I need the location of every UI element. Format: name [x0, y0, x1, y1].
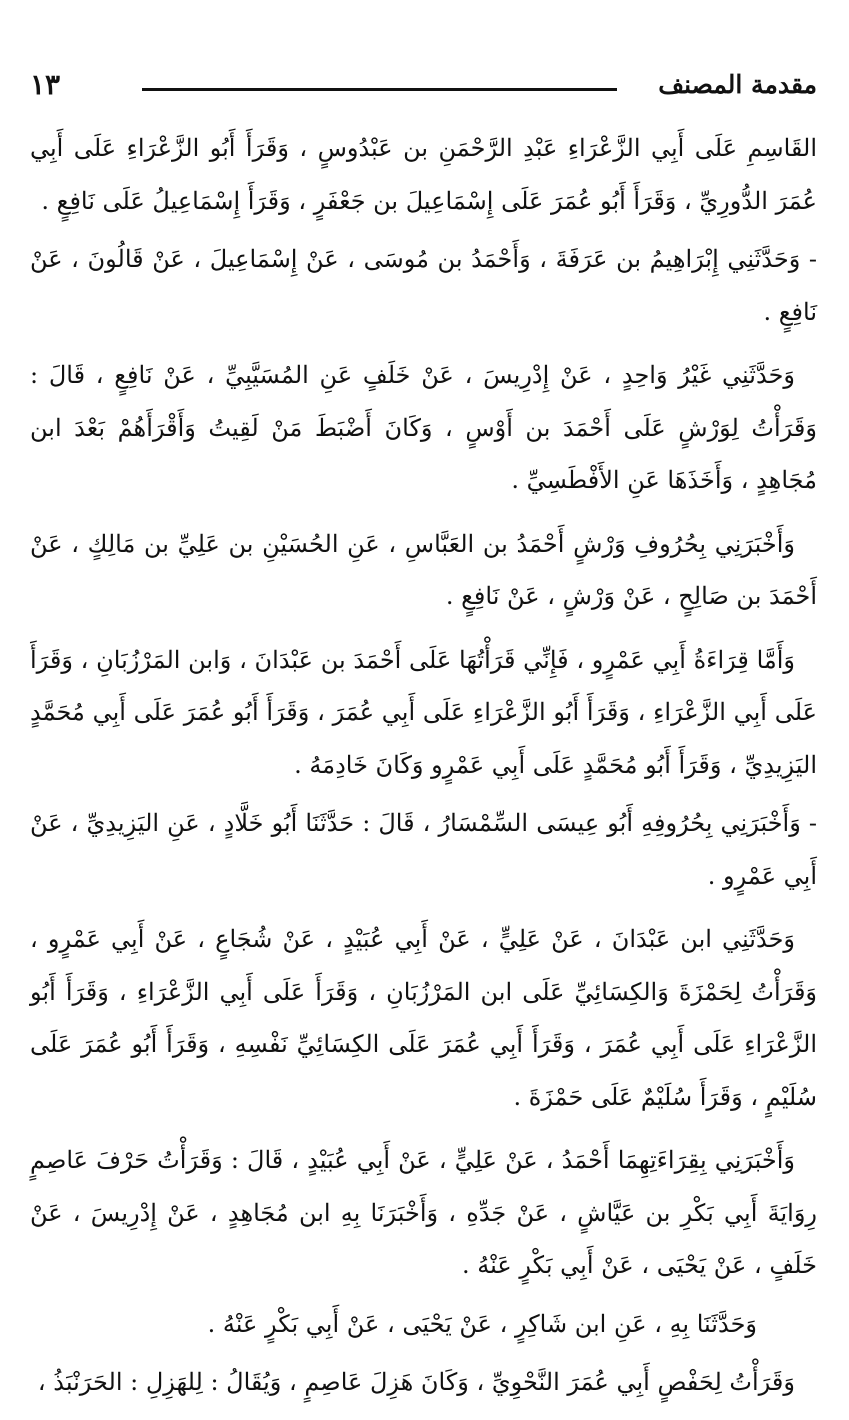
body-text: [30, 122, 817, 1420]
paragraph: وَقَرَأْتُ لِحَفْصٍ أَبِي عُمَرَ النَّحْوِيِّ ، وَكَانَ هَزِلَ عَاصِمٍ ، وَيُقَالُ : لِلهَزِلِ : الحَرَنْبَذُ ،: [37, 1368, 795, 1396]
paragraph: - وَحَدَّثَنِي إِبْرَاهِيمُ بن عَرَفَةَ ، وَأَحْمَدُ بن مُوسَى ، عَنْ إِسْمَاعِيلَ ، عَنْ قَالُونَ ، عَنْ نَافِعٍ .: [30, 245, 817, 326]
paragraph: القَاسِمِ عَلَى أَبِي الزَّعْرَاءِ عَبْدِ الرَّحْمَنِ بن عَبْدُوسٍ ، وَقَرَأَ أَبُو الزَّعْرَاءِ عَلَى أَبِي عُمَرَ الدُّورِيِّ ، وَقَرَأَ أَبُو عُمَرَ عَلَى إِسْمَاعِيلَ بن جَعْفَرٍ ، وَقَرَأَ إِسْمَاعِيلُ عَلَى نَافِعٍ .: [30, 134, 817, 215]
page-header: [30, 66, 817, 112]
paragraph: وَأَمَّا قِرَاءَةُ أَبِي عَمْرٍو ، فَإِنِّي قَرَأْتُهَا عَلَى أَحْمَدَ بن عَبْدَانَ ، وَابن المَرْزُبَانِ ، وَقَرَأَ عَلَى أَبِي الزَّعْرَاءِ ، وَقَرَأَ أَبُو الزَّعْرَاءِ عَلَى أَبِي عُمَرَ ، وَقَرَأَ أَبُو عُمَرَ عَلَى أَبِي مُحَمَّدٍ اليَزِيدِيِّ ، وَقَرَأَ أَبُو مُحَمَّدٍ عَلَى أَبِي عَمْرٍو وَكَانَ خَادِمَهُ .: [30, 645, 817, 779]
paragraph: وَأَخْبَرَنِي بِحُرُوفِ وَرْشٍ أَحْمَدُ بن العَبَّاسِ ، عَنِ الحُسَيْنِ بن عَلِيِّ بن مَالِكٍ ، عَنْ أَحْمَدَ بن صَالِحٍ ، عَنْ وَرْشٍ ، عَنْ نَافِعٍ .: [30, 529, 817, 610]
paragraph: وَحَدَّثَنَا بِهِ ، عَنِ ابن شَاكِرٍ ، عَنْ يَحْيَى ، عَنْ أَبِي بَكْرٍ عَنْهُ .: [207, 1309, 757, 1338]
paragraph: وَحَدَّثَنِي غَيْرُ وَاحِدٍ ، عَنْ إِدْرِيسَ ، عَنْ خَلَفٍ عَنِ المُسَيَّبِيِّ ، عَنْ نَافِعٍ ، قَالَ : وَقَرَأْتُ لِوَرْشٍ عَلَى أَحْمَدَ بن أَوْسٍ ، وَكَانَ أَضْبَطَ مَنْ لَقِيتُ وَأَقْرَأَهُمْ بَعْدَ ابن مُجَاهِدٍ ، وَأَخَذَهَا عَنِ الأَفْطَسِيِّ .: [30, 361, 817, 494]
page-number: ١٣: [30, 68, 61, 101]
page-title: مقدمة المصنف: [658, 70, 817, 99]
header-rule: [142, 88, 617, 91]
paragraph: وَأَخْبَرَنِي بِقِرَاءَتِهِمَا أَحْمَدُ ، عَنْ عَلِيٍّ ، عَنْ أَبِي عُبَيْدٍ ، قَالَ : وَقَرَأْتُ حَرْفَ عَاصِمٍ رِوَايَةَ أَبِي بَكْرِ بن عَيَّاشٍ ، عَنْ جَدِّهِ ، وَأَخْبَرَنَا بِهِ ابن مُجَاهِدٍ ، عَنْ إِدْرِيسَ ، عَنْ خَلَفٍ ، عَنْ يَحْيَى ، عَنْ أَبِي بَكْرٍ عَنْهُ .: [30, 1146, 817, 1279]
paragraph: وَحَدَّثَنِي ابن عَبْدَانَ ، عَنْ عَلِيٍّ ، عَنْ أَبِي عُبَيْدٍ ، عَنْ شُجَاعٍ ، عَنْ أَبِي عَمْرٍو ، وَقَرَأْتُ لِحَمْزَةَ وَالكِسَائِيِّ عَلَى ابن المَرْزُبَانِ ، وَقَرَأَ عَلَى أَبِي الزَّعْرَاءِ ، وَقَرَأَ أَبُو الزَّعْرَاءِ عَلَى أَبِي عُمَرَ ، وَقَرَأَ أَبِي عُمَرَ عَلَى الكِسَائِيِّ نَفْسِهِ ، وَقَرَأَ أَبُو عُمَرَ عَلَى سُلَيْمٍ ، وَقَرَأَ سُلَيْمٌ عَلَى حَمْزَةَ .: [30, 925, 818, 1111]
paragraph: - وَأَخْبَرَنِي بِحُرُوفِهِ أَبُو عِيسَى السِّمْسَارُ ، قَالَ : حَدَّثَنَا أَبُو خَلَّادٍ ، عَنِ اليَزِيدِيِّ ، عَنْ أَبِي عَمْرٍو .: [30, 809, 817, 890]
